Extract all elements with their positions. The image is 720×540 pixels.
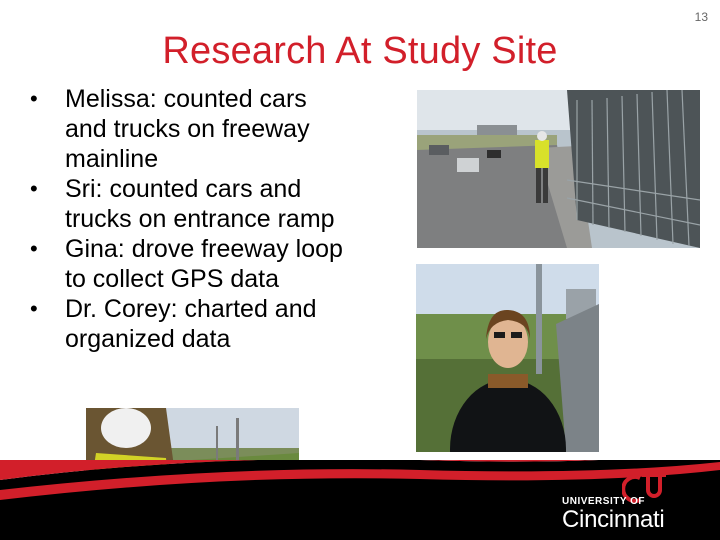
freeway-mainline-image bbox=[417, 90, 700, 248]
slide-title: Research At Study Site bbox=[162, 30, 558, 72]
bullet-item-sri bbox=[30, 174, 400, 234]
bullet-line: organized data bbox=[65, 325, 231, 353]
bullet-line: and trucks on freeway bbox=[65, 115, 310, 143]
gina-portrait-photo bbox=[416, 264, 599, 452]
bullet-line: mainline bbox=[65, 145, 159, 173]
bullet-line: trucks on entrance ramp bbox=[65, 205, 335, 233]
bullet-item-corey bbox=[30, 294, 400, 354]
bullet-line: Dr. Corey: charted and bbox=[65, 295, 317, 323]
bullet-dot-icon: • bbox=[30, 296, 38, 321]
university-logo bbox=[562, 474, 702, 534]
bullet-dot-icon: • bbox=[30, 86, 38, 111]
bullet-list bbox=[30, 84, 400, 354]
freeway-mainline-photo bbox=[417, 90, 700, 248]
logo-cincinnati: Cincinnati bbox=[562, 506, 665, 533]
bullet-dot-icon: • bbox=[30, 176, 38, 201]
logo-university-of: UNIVERSITY OF bbox=[562, 496, 645, 507]
gina-portrait-image bbox=[416, 264, 599, 452]
bullet-line: Gina: drove freeway loop bbox=[65, 235, 343, 263]
bullet-line: Sri: counted cars and bbox=[65, 175, 302, 203]
bullet-item-gina bbox=[30, 234, 400, 294]
slide-number: 13 bbox=[694, 10, 708, 24]
bullet-dot-icon: • bbox=[30, 236, 38, 261]
bullet-line: Melissa: counted cars bbox=[65, 85, 307, 113]
bullet-item-melissa bbox=[30, 84, 400, 174]
bullet-line: to collect GPS data bbox=[65, 265, 280, 293]
